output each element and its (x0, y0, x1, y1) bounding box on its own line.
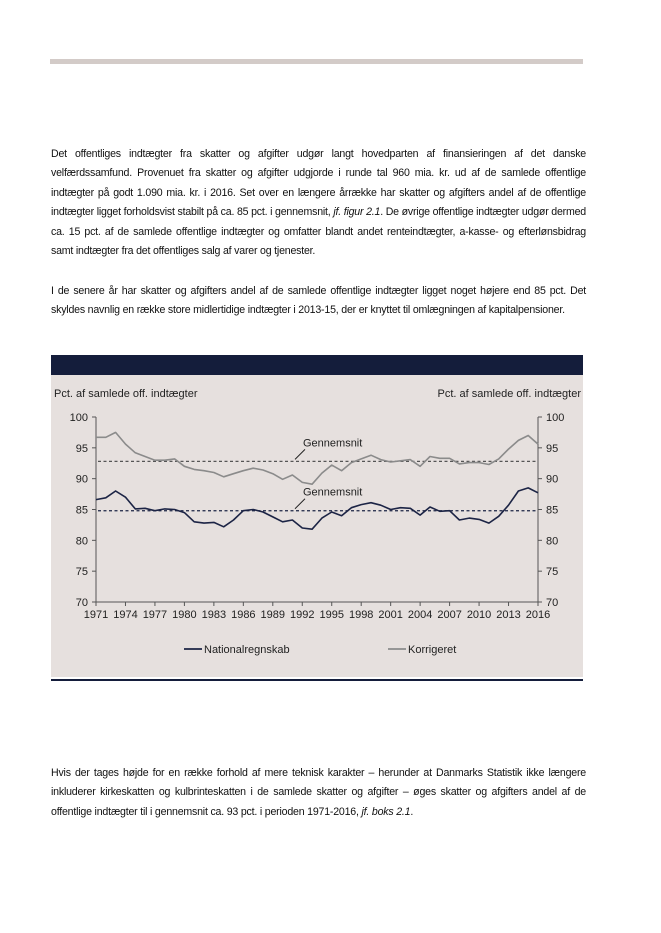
x-tick-label: 2016 (525, 609, 551, 621)
y-tick-label-left: 95 (75, 442, 88, 455)
x-tick-label: 1977 (142, 609, 168, 621)
y-tick-label-left: 100 (69, 412, 88, 424)
x-tick-label: 1995 (319, 609, 344, 621)
x-tick-label: 1971 (83, 609, 109, 621)
legend-label-nationalregnskab: Nationalregnskab (204, 644, 290, 656)
x-tick-label: 1974 (113, 609, 138, 621)
figure-reference: jf. figur 2.1 (333, 206, 381, 219)
y-axis-label-left: Pct. af samlede off. indtægter (54, 388, 198, 400)
reference-label-average: Gennemsnit (303, 486, 363, 499)
x-tick-label: 1980 (172, 609, 197, 621)
x-tick-label: 2013 (496, 609, 521, 621)
y-tick-label-left: 70 (75, 597, 88, 609)
paragraph-recent-years (51, 282, 586, 321)
y-tick-label-right: 80 (546, 535, 559, 548)
y-tick-label-right: 95 (546, 442, 559, 455)
legend-label-korrigeret: Korrigeret (408, 644, 457, 656)
x-tick-label: 1992 (290, 609, 315, 621)
y-tick-label-left: 75 (75, 566, 88, 579)
x-tick-label: 2007 (437, 609, 462, 621)
y-tick-label-right: 75 (546, 566, 559, 579)
x-tick-label: 1998 (348, 609, 374, 621)
paragraph-corrected-text-b: . (410, 805, 414, 818)
y-tick-label-right: 70 (546, 597, 559, 609)
figure-bottom-rule (51, 679, 583, 681)
y-tick-label-left: 85 (75, 504, 88, 517)
y-tick-label-left: 80 (75, 535, 88, 548)
y-tick-label-right: 85 (546, 504, 559, 517)
paragraph-recent-years-text: I de senere år har skatter og afgifters andel af de samlede offentlige indtægter ligget noget højere end 85 pct. Det skyldes navnlig en række store midlertidige indtægter i 2013-15, der er knyttet til omlægningen af kapitalpensioner. (51, 285, 586, 317)
x-tick-label: 2001 (378, 609, 403, 621)
y-tick-label-left: 90 (75, 473, 88, 486)
top-rule (50, 59, 583, 64)
figure-header-bar (51, 355, 583, 375)
x-tick-label: 2010 (466, 609, 492, 621)
reference-label-leader (295, 449, 305, 459)
x-tick-label: 1989 (260, 609, 286, 621)
x-tick-label: 1983 (201, 609, 227, 621)
x-tick-label: 2004 (407, 609, 433, 621)
figure-panel (51, 375, 583, 677)
reference-label-leader (295, 499, 305, 509)
y-tick-label-right: 100 (546, 412, 565, 424)
paragraph-intro (51, 145, 586, 261)
y-axis-label-right: Pct. af samlede off. indtægter (437, 388, 581, 400)
paragraph-corrected-text-a: Hvis der tages højde for en række forhold af mere teknisk karakter – herunder at Danmarks Statistik ikke længere inkluderer kirkeskatten og kulbrinteskatten i de samlede skatter og afgifter – øges skatter og afgifters andel af de offentlige indtægter til i gennemsnit ca. 93 pct. i perioden 1971-2016, (51, 767, 586, 818)
x-tick-label: 1986 (231, 609, 256, 621)
reference-label-average: Gennemsnit (303, 437, 363, 450)
box-reference: jf. boks 2.1 (361, 805, 411, 818)
paragraph-corrected (51, 764, 586, 822)
line-chart (51, 375, 583, 677)
y-tick-label-right: 90 (546, 473, 559, 486)
paragraph-intro-text-b: . De øvrige offentlige indtægter udgør dermed ca. 15 pct. af de samlede offentlige indtægter og omfatter blandt andet renteindtægter, a-kasse- og efterlønsbidrag samt indtægter fra det offentliges salg af varer og tjenester. (51, 206, 586, 258)
paragraph-intro-text-a: Det offentliges indtægter fra skatter og afgifter udgør langt hovedparten af finansieringen af det danske velfærdssamfund. Provenuet fra skatter og afgifter udgjorde i runde tal 960 mia. kr. ud af de samlede offentlige indtægter på godt 1.090 mia. kr. i 2016. Set over en længere årrække har skatter og afgifters andel af de offentlige indtægter ligget forholdsvist stabilt på ca. 85 pct. i gennemsnit, (51, 148, 586, 219)
